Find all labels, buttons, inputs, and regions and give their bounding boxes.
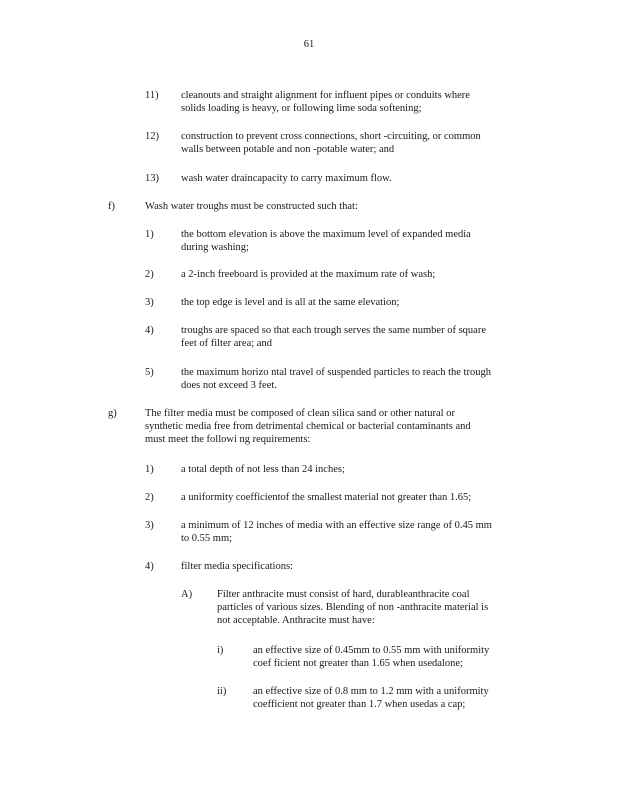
item-text	[181, 268, 543, 281]
item-line: particles of various sizes. Blending of non -anthracite material is	[217, 602, 489, 613]
item-line: coefficient not greater than 1.7 when usedas a cap;	[253, 699, 466, 710]
item-text	[181, 463, 543, 476]
item-line: the bottom elevation is above the maximum level of expanded media	[181, 229, 471, 240]
item-line: cleanouts and straight alignment for influent pipes or conduits where	[181, 90, 470, 101]
item-label: ii)	[217, 686, 227, 697]
page-number: 61	[303, 39, 315, 50]
item-text	[145, 407, 505, 446]
item-label: 3)	[145, 297, 154, 308]
item-line: wash water draincapacity to carry maximum flow.	[181, 173, 392, 184]
item-line: feet of filter area; and	[181, 338, 272, 349]
item-label: 1)	[145, 229, 154, 240]
item-label: 11)	[145, 90, 159, 101]
item-line: a total depth of not less than 24 inches;	[181, 464, 345, 475]
item-text	[181, 89, 543, 115]
item-line: must meet the followi ng requirements:	[145, 434, 311, 445]
item-line: not acceptable. Anthracite must have:	[217, 615, 375, 626]
item-text	[181, 519, 543, 545]
item-text	[217, 588, 537, 627]
item-label: 2)	[145, 492, 154, 503]
item-line: synthetic media free from detrimental chemical or bacterial contaminants and	[145, 421, 471, 432]
item-label: g)	[108, 408, 117, 419]
item-label: 4)	[145, 325, 154, 336]
item-label: 5)	[145, 367, 154, 378]
item-line: filter media specifications:	[181, 561, 293, 572]
item-line: Wash water troughs must be constructed such that:	[145, 201, 358, 212]
item-line: The filter media must be composed of clean silica sand or other natural or	[145, 408, 455, 419]
item-text	[181, 366, 543, 392]
item-line: a 2-inch freeboard is provided at the maximum rate of wash;	[181, 269, 436, 280]
item-line: solids loading is heavy, or following lime soda softening;	[181, 103, 422, 114]
item-label: 3)	[145, 520, 154, 531]
item-text	[181, 560, 543, 573]
item-line: troughs are spaced so that each trough serves the same number of square	[181, 325, 486, 336]
item-label: f)	[108, 201, 115, 212]
item-line: a uniformity coefficientof the smallest material not greater than 1.65;	[181, 492, 472, 503]
item-line: does not exceed 3 feet.	[181, 380, 277, 391]
item-line: an effective size of 0.45mm to 0.55 mm with uniformity	[253, 645, 490, 656]
item-line: an effective size of 0.8 mm to 1.2 mm with a uniformity	[253, 686, 489, 697]
item-line: a minimum of 12 inches of media with an effective size range of 0.45 mm	[181, 520, 492, 531]
item-line: coef ficient not greater than 1.65 when usedalone;	[253, 658, 463, 669]
item-label: A)	[181, 589, 193, 600]
item-line: walls between potable and non -potable water; and	[181, 144, 395, 155]
item-text	[145, 200, 505, 213]
item-line: to 0.55 mm;	[181, 533, 233, 544]
item-text	[181, 491, 543, 504]
item-text	[181, 172, 543, 185]
item-text	[181, 324, 543, 350]
item-label: 4)	[145, 561, 154, 572]
item-text	[181, 228, 543, 254]
item-label: i)	[217, 645, 224, 656]
item-label: 1)	[145, 464, 154, 475]
item-text	[181, 296, 543, 309]
item-line: the top edge is level and is all at the same elevation;	[181, 297, 400, 308]
item-line: construction to prevent cross connections, short -circuiting, or common	[181, 131, 481, 142]
item-text	[181, 130, 543, 156]
item-label: 2)	[145, 269, 154, 280]
item-text	[253, 685, 533, 711]
item-label: 13)	[145, 173, 159, 184]
item-label: 12)	[145, 131, 159, 142]
item-line: during washing;	[181, 242, 249, 253]
item-line: the maximum horizo ntal travel of suspended particles to reach the trough	[181, 367, 491, 378]
item-line: Filter anthracite must consist of hard, durableanthracite coal	[217, 589, 470, 600]
item-text	[253, 644, 533, 670]
